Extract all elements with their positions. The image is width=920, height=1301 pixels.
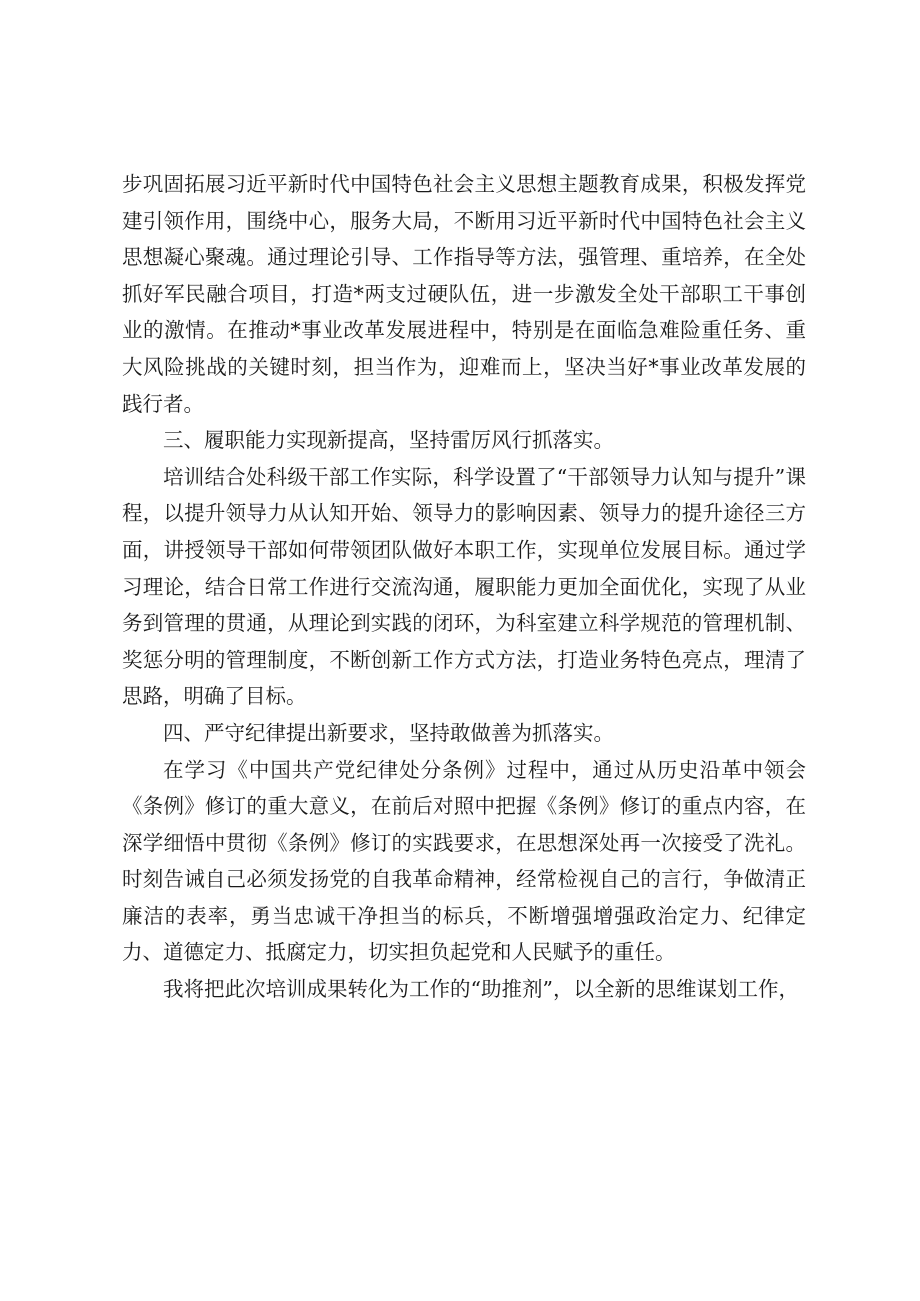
- document-body: [122, 166, 806, 1008]
- paragraph-training: 培训结合处科级干部工作实际，科学设置了“干部领导力认知与提升”课程，以提升领导力从认知开始、领导力的影响因素、领导力的提升途径三方面，讲授领导干部如何带领团队做好本职工作，实现单位发展目标。通过学习理论，结合日常工作进行交流沟通，履职能力更加全面优化，实现了从业务到管理的贯通，从理论到实践的闭环，为科室建立科学规范的管理机制、奖惩分明的管理制度，不断创新工作方式方法，打造业务特色亮点，理清了思路，明确了目标。: [122, 464, 806, 709]
- paragraph-continuation: 步巩固拓展习近平新时代中国特色社会主义思想主题教育成果，积极发挥党建引领作用，围绕中心，服务大局，不断用习近平新时代中国特色社会主义思想凝心聚魂。通过理论引导、工作指导等方法，强管理、重培养，在全处抓好军民融合项目，打造*两支过硬队伍，进一步激发全处干部职工干事创业的激情。在推动*事业改革发展进程中，特别是在面临急难险重任务、重大风险挑战的关键时刻，担当作为，迎难而上，坚决当好*事业改革发展的践行者。: [122, 172, 806, 416]
- paragraph-discipline: 在学习《中国共产党纪律处分条例》过程中，通过从历史沿革中领会《条例》修订的重大意义，在前后对照中把握《条例》修订的重点内容，在深学细悟中贯彻《条例》修订的实践要求，在思想深处再一次接受了洗礼。时刻告诫自己必须发扬党的自我革命精神，经常检视自己的言行，争做清正廉洁的表率，勇当忠诚干净担当的标兵，不断增强增强政治定力、纪律定力、道德定力、抵腐定力，切实担负起党和人民赋予的重任。: [122, 757, 806, 965]
- paragraph-conclusion: 我将把此次培训成果转化为工作的“助推剂”，以全新的思维谋划工作，: [163, 977, 799, 1002]
- section-heading-three: 三、履职能力实现新提高，坚持雷厉风行抓落实。: [163, 428, 614, 453]
- section-heading-four: 四、严守纪律提出新要求，坚持敢做善为抓落实。: [163, 720, 614, 745]
